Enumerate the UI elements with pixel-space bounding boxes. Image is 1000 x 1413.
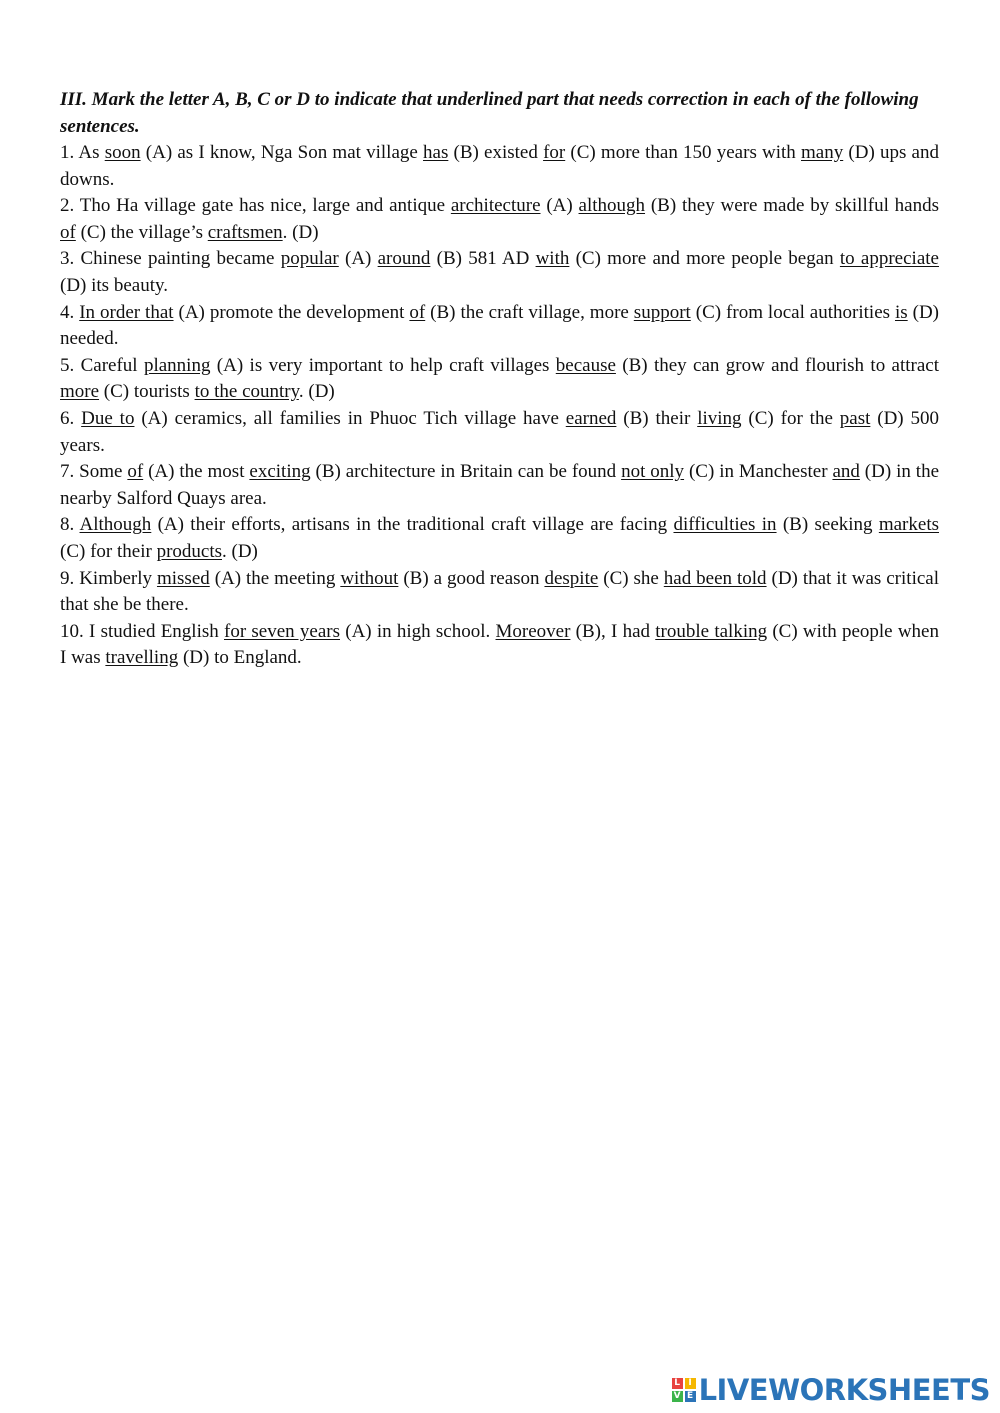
question-item — [60, 566, 939, 619]
question-text: (A) the most — [143, 461, 250, 483]
underlined-option[interactable]: Although — [79, 514, 152, 536]
logo-square: I — [685, 1378, 696, 1389]
question-text: (B) seeking — [776, 514, 879, 536]
question-text: 1. As — [60, 142, 105, 163]
underlined-option[interactable]: more — [60, 381, 100, 403]
question-text: (B) they were made by skillful hands — [645, 195, 939, 217]
underlined-option[interactable]: because — [555, 354, 616, 376]
underlined-option[interactable]: missed — [156, 567, 210, 589]
question-text: (D) in the nearby Salford Quays area. — [60, 461, 939, 509]
question-item — [60, 246, 939, 299]
question-text: (B) a good reason — [398, 567, 545, 589]
underlined-option[interactable]: travelling — [105, 647, 179, 669]
logo-squares-icon — [672, 1378, 696, 1402]
exercise-heading: III. Mark the letter A, B, C or D to indicate that underlined part that needs correction in each of the following sentences. — [60, 89, 919, 137]
question-text: (A) — [540, 195, 579, 217]
underlined-option[interactable]: Moreover — [495, 620, 571, 642]
underlined-option[interactable]: has — [423, 142, 449, 163]
question-text: (D) its beauty. — [60, 274, 168, 296]
underlined-option[interactable]: had been told — [663, 567, 767, 589]
question-text: (D) to England. — [178, 647, 302, 669]
question-text: (C) in Manchester — [684, 461, 833, 483]
question-text: (A) ceramics, all families in Phuoc Tich village have — [134, 407, 566, 429]
question-text: (C) more than 150 years with — [565, 142, 801, 163]
question-text: 6. — [60, 407, 82, 429]
question-text: (A) in high school. — [340, 620, 496, 642]
question-item — [60, 193, 939, 246]
underlined-option[interactable]: and — [832, 461, 860, 483]
question-list — [60, 140, 939, 672]
question-text: (C) the village’s — [75, 221, 208, 243]
underlined-option[interactable]: for — [543, 142, 566, 163]
question-text: 5. Careful — [60, 354, 144, 376]
question-text: 10. I studied English — [60, 620, 224, 642]
underlined-option[interactable]: of — [60, 221, 76, 243]
question-text: (C) more and more people began — [569, 248, 840, 270]
question-text: (C) with people when I was — [60, 620, 939, 669]
underlined-option[interactable]: is — [894, 301, 908, 323]
question-item — [60, 300, 939, 353]
question-item — [60, 459, 939, 512]
underlined-option[interactable]: In order that — [79, 301, 174, 323]
underlined-option[interactable]: trouble talking — [655, 620, 768, 642]
logo-square: L — [672, 1378, 683, 1389]
question-text: 3. Chinese painting became — [60, 248, 281, 270]
underlined-option[interactable]: to the country — [194, 381, 299, 403]
underlined-option[interactable]: earned — [565, 407, 617, 429]
underlined-option[interactable]: past — [839, 407, 871, 429]
question-text: . (D) — [222, 540, 258, 562]
underlined-option[interactable]: planning — [143, 354, 211, 376]
question-text: (A) is very important to help craft villages — [210, 354, 556, 376]
underlined-option[interactable]: not only — [621, 461, 685, 483]
logo-square: V — [672, 1391, 683, 1402]
question-text: (C) for the — [741, 407, 840, 429]
underlined-option[interactable]: popular — [280, 248, 339, 270]
underlined-option[interactable]: living — [697, 407, 742, 429]
question-text: (D) that it was critical that she be there. — [60, 567, 939, 616]
underlined-option[interactable]: without — [340, 567, 399, 589]
underlined-option[interactable]: of — [409, 301, 426, 323]
question-text: (A) — [338, 248, 378, 270]
question-text: (B), I had — [570, 620, 656, 642]
underlined-option[interactable]: soon — [104, 142, 141, 163]
underlined-option[interactable]: support — [633, 301, 691, 323]
question-text: (C) from local authorities — [690, 301, 895, 323]
underlined-option[interactable]: despite — [544, 567, 599, 589]
underlined-option[interactable]: exciting — [249, 461, 311, 483]
question-text: . (D) — [298, 381, 335, 403]
question-text: (B) 581 AD — [430, 248, 536, 270]
worksheet-page — [60, 86, 939, 672]
underlined-option[interactable]: to appreciate — [839, 248, 939, 270]
underlined-option[interactable]: difficulties in — [673, 514, 777, 536]
question-text: 2. Tho Ha village gate has nice, large and antique — [60, 195, 451, 217]
question-text: (B) existed — [448, 142, 544, 163]
logo-text: LIVEWORKSHEETS — [698, 1373, 990, 1407]
question-text: 4. — [60, 301, 80, 323]
question-text: 8. — [60, 514, 80, 536]
question-text: (B) the craft village, more — [425, 301, 634, 323]
question-text: (A) promote the development — [173, 301, 410, 323]
question-item — [60, 619, 939, 672]
underlined-option[interactable]: many — [801, 142, 844, 163]
question-text: (D) 500 years. — [60, 407, 940, 456]
question-text: (B) their — [616, 407, 698, 429]
underlined-option[interactable]: for seven years — [224, 620, 340, 642]
question-item — [60, 512, 939, 565]
underlined-option[interactable]: Due to — [81, 407, 135, 429]
logo-square: E — [685, 1391, 696, 1402]
underlined-option[interactable]: craftsmen — [207, 221, 283, 243]
question-text: (A) their efforts, artisans in the traditional craft village are facing — [151, 514, 674, 536]
question-text: . (D) — [282, 221, 319, 243]
question-item — [60, 353, 939, 406]
underlined-option[interactable]: markets — [878, 514, 939, 536]
question-text: (B) they can grow and flourish to attract — [615, 354, 940, 376]
question-text: (B) architecture in Britain can be found — [310, 461, 622, 483]
question-text: (A) the meeting — [209, 567, 341, 589]
underlined-option[interactable]: around — [377, 248, 431, 270]
question-text: (D) ups and downs. — [60, 142, 939, 190]
question-text: (C) for their — [60, 540, 157, 562]
underlined-option[interactable]: architecture — [450, 195, 541, 217]
question-text: (A) as I know, Nga Son mat village — [140, 142, 424, 163]
underlined-option[interactable]: although — [578, 195, 646, 217]
underlined-option[interactable]: of — [127, 461, 144, 483]
underlined-option[interactable]: with — [535, 248, 570, 270]
question-text: 9. Kimberly — [60, 567, 157, 589]
underlined-option[interactable]: products — [156, 540, 222, 562]
question-text: (C) she — [598, 567, 664, 589]
question-text: (D) needed. — [60, 301, 940, 350]
liveworksheets-logo[interactable] — [672, 1373, 990, 1407]
question-item — [60, 140, 939, 193]
question-text: (C) tourists — [99, 381, 195, 403]
question-text: 7. Some — [60, 461, 128, 483]
question-item — [60, 406, 939, 459]
